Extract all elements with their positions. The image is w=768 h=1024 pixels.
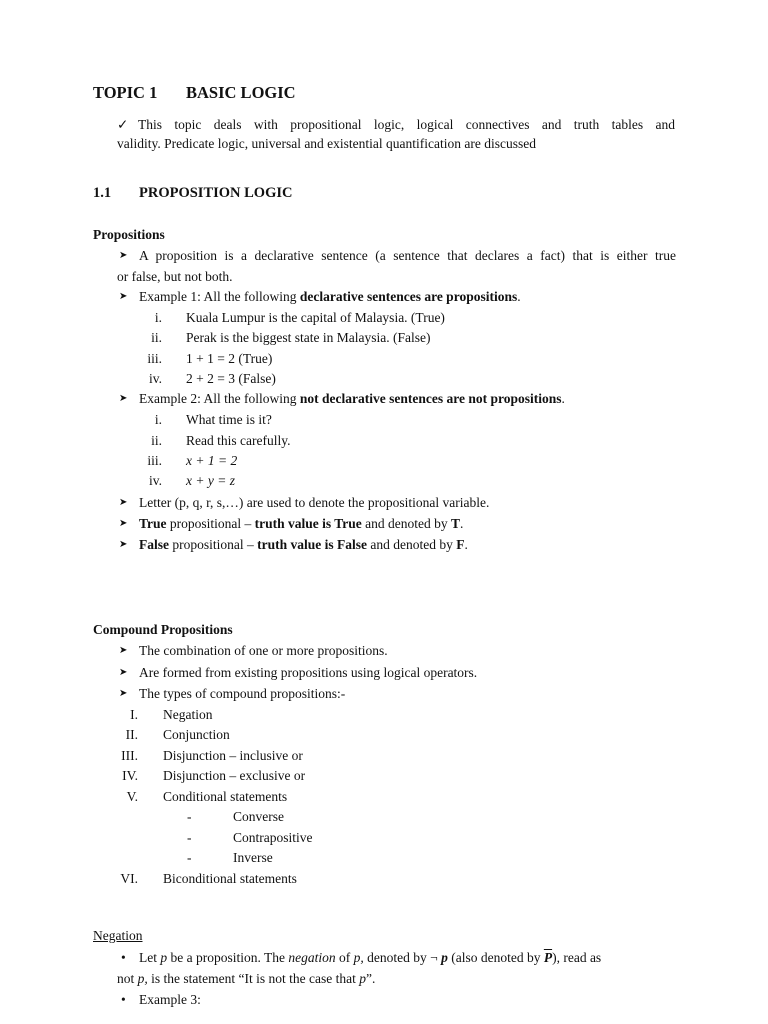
- list-item-number: iv.: [149, 473, 162, 488]
- type-number: I.: [130, 707, 138, 722]
- intro-line-1: This topic deals with propositional logic, logical connectives and truth tables and: [138, 117, 675, 132]
- section-title: PROPOSITION LOGIC: [139, 185, 293, 201]
- check-icon: ✓: [117, 117, 129, 132]
- arrow-bullet-icon: ➤: [119, 497, 128, 508]
- example-3-line: Example 3:: [139, 992, 201, 1007]
- sub-type-item: Converse: [233, 809, 284, 824]
- type-item: Conditional statements: [163, 789, 288, 804]
- sub-type-dash: -: [187, 850, 192, 865]
- list-item-number: iii.: [147, 453, 162, 468]
- list-item: x + 1 = 2: [186, 453, 238, 468]
- compound-bullet: The types of compound propositions:-: [139, 686, 346, 701]
- arrow-bullet-icon: ➤: [119, 393, 128, 404]
- negation-heading: Negation: [93, 928, 143, 943]
- list-item: 2 + 2 = 3 (False): [186, 371, 276, 386]
- sub-type-item: Inverse: [233, 850, 273, 865]
- list-item: Perak is the biggest state in Malaysia. (False): [186, 330, 431, 345]
- section-number: 1.1: [93, 185, 112, 201]
- type-item: Biconditional statements: [163, 871, 297, 886]
- type-number: VI.: [120, 871, 138, 886]
- list-item-number: iii.: [147, 351, 162, 366]
- type-item: Disjunction – inclusive or: [163, 748, 303, 763]
- negation-definition-line-2: not p, is the statement “It is not the case that p”.: [117, 971, 376, 986]
- propositions-heading: Propositions: [93, 227, 165, 242]
- example-2-line: Example 2: All the following not declarative sentences are not propositions.: [139, 391, 565, 406]
- proposition-definition-line-2: or false, but not both.: [117, 269, 233, 284]
- sub-type-dash: -: [187, 809, 192, 824]
- type-number: V.: [126, 789, 138, 804]
- topic-number: TOPIC 1: [93, 83, 158, 102]
- not-symbol: ¬: [430, 950, 438, 965]
- compound-bullet: Are formed from existing propositions using logical operators.: [139, 665, 478, 680]
- intro-line-2: validity. Predicate logic, universal and existential quantification are discussed: [117, 136, 536, 151]
- negation-definition-line-1: Let p be a proposition. The negation of p, denoted by ¬ p (also denoted by $\overline{P}$), read as: [139, 950, 602, 965]
- type-item: Disjunction – exclusive or: [163, 768, 306, 783]
- arrow-bullet-icon: ➤: [119, 667, 128, 678]
- sub-type-item: Contrapositive: [233, 830, 313, 845]
- true-line: True propositional – truth value is True and denoted by T.: [139, 516, 464, 531]
- list-item-number: i.: [154, 310, 162, 325]
- arrow-bullet-icon: ➤: [119, 645, 128, 656]
- proposition-definition-line-1: A proposition is a declarative sentence (a sentence that declares a fact) that is either true: [139, 248, 676, 263]
- arrow-bullet-icon: ➤: [119, 688, 128, 699]
- list-item: Kuala Lumpur is the capital of Malaysia. (True): [186, 310, 445, 325]
- list-item: Read this carefully.: [186, 433, 291, 448]
- arrow-bullet-icon: ➤: [119, 250, 128, 261]
- sub-type-dash: -: [187, 830, 192, 845]
- list-item-number: iv.: [149, 371, 162, 386]
- list-item: x + y = z: [186, 473, 235, 488]
- list-item: What time is it?: [186, 412, 272, 427]
- arrow-bullet-icon: ➤: [119, 518, 128, 529]
- letter-line: Letter (p, q, r, s,…) are used to denote the propositional variable.: [139, 495, 490, 510]
- false-line: False propositional – truth value is False and denoted by F.: [139, 537, 468, 552]
- arrow-bullet-icon: ➤: [119, 539, 128, 550]
- topic-title: BASIC LOGIC: [186, 83, 296, 102]
- bullet-dot-icon: •: [121, 992, 126, 1007]
- bullet-dot-icon: •: [121, 950, 126, 965]
- list-item-number: ii.: [151, 330, 162, 345]
- type-item: Conjunction: [163, 727, 230, 742]
- type-number: III.: [121, 748, 138, 763]
- list-item-number: ii.: [151, 433, 162, 448]
- example-1-line: Example 1: All the following declarative sentences are propositions.: [139, 289, 521, 304]
- list-item: 1 + 1 = 2 (True): [186, 351, 273, 366]
- list-item-number: i.: [154, 412, 162, 427]
- arrow-bullet-icon: ➤: [119, 291, 128, 302]
- p-bar-symbol: $\overline{P}$: [543, 950, 553, 965]
- type-number: II.: [125, 727, 138, 742]
- compound-bullet: The combination of one or more propositions.: [139, 643, 388, 658]
- type-number: IV.: [122, 768, 138, 783]
- compound-heading: Compound Propositions: [93, 622, 233, 637]
- type-item: Negation: [163, 707, 213, 722]
